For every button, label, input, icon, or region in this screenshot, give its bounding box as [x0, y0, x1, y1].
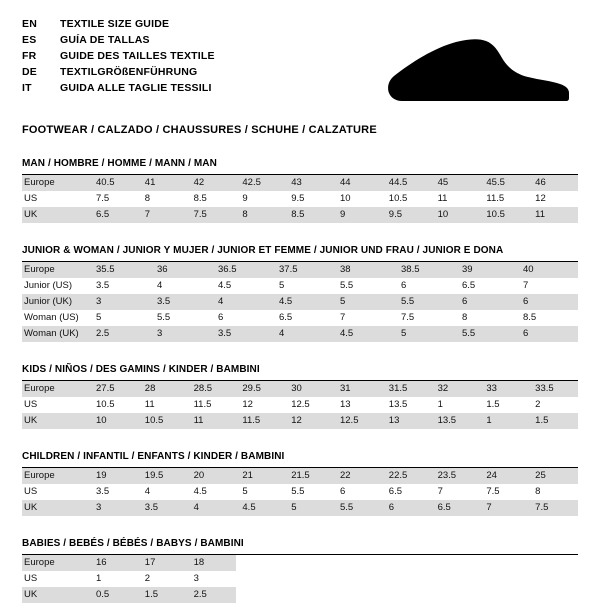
- size-cell: 3: [151, 326, 212, 342]
- size-cell: 10.5: [480, 207, 529, 223]
- size-cell: 7: [523, 280, 529, 291]
- table-row: [22, 571, 578, 587]
- size-cell: 5: [334, 294, 395, 310]
- size-cell: 46: [529, 175, 578, 191]
- size-cell: 10: [339, 193, 351, 204]
- row-label: Junior (UK): [22, 294, 90, 310]
- language-row: [22, 82, 215, 98]
- language-row: [22, 18, 215, 34]
- size-cell: 7: [480, 500, 529, 516]
- section-title: JUNIOR & WOMAN / JUNIOR Y MUJER / JUNIOR ET FEMME / JUNIOR UND FRAU / JUNIOR E DONA: [22, 245, 578, 262]
- size-table: [22, 262, 578, 342]
- section-title: MAN / HOMBRE / HOMME / MANN / MAN: [22, 158, 578, 175]
- table-row: [22, 468, 578, 484]
- size-cell: 10.5: [388, 193, 408, 204]
- row-label: US: [24, 486, 38, 497]
- size-cell: 44.5: [383, 175, 432, 191]
- size-cell: 19: [90, 468, 139, 484]
- size-cell: 13.5: [432, 413, 481, 429]
- size-cell: 5.5: [291, 486, 305, 497]
- size-cell: 6.5: [279, 312, 293, 323]
- size-section: [22, 538, 578, 603]
- size-cell: 6.5: [432, 500, 481, 516]
- table-row: [22, 555, 578, 571]
- size-cell: 3: [90, 500, 139, 516]
- language-code: EN: [22, 18, 37, 30]
- size-cell: 6: [401, 280, 407, 291]
- size-cell: 19.5: [139, 468, 188, 484]
- size-cell: 45.5: [480, 175, 529, 191]
- table-row: [22, 207, 578, 223]
- size-cell: 3.5: [96, 486, 110, 497]
- size-cell: 7.5: [401, 312, 415, 323]
- size-cell: 25: [529, 468, 578, 484]
- size-cell: 8.5: [285, 207, 334, 223]
- size-cell: 12: [535, 193, 546, 204]
- row-label: Woman (UK): [22, 326, 90, 342]
- size-cell: 1: [96, 573, 102, 584]
- size-cell: 5.5: [456, 326, 517, 342]
- row-label: Europe: [22, 468, 90, 484]
- size-cell: 13.5: [388, 399, 408, 410]
- size-cell: 27.5: [90, 381, 139, 397]
- size-cell: 6: [218, 312, 224, 323]
- size-cell: [236, 555, 285, 571]
- row-label: US: [24, 399, 38, 410]
- language-title-list: [22, 18, 215, 98]
- size-cell: 5: [242, 486, 248, 497]
- language-code: IT: [22, 82, 32, 94]
- size-cell: 12: [242, 399, 253, 410]
- size-cell: [529, 555, 578, 571]
- size-cell: 1.5: [486, 399, 500, 410]
- size-cell: 11: [437, 193, 448, 204]
- table-row: [22, 484, 578, 500]
- size-cell: 8.5: [193, 193, 207, 204]
- size-cell: 5.5: [334, 500, 383, 516]
- dress-shoe-icon: [372, 32, 572, 112]
- size-cell: 42.5: [236, 175, 285, 191]
- size-cell: 4: [212, 294, 273, 310]
- size-cell: 18: [188, 555, 237, 571]
- size-cell: 23.5: [432, 468, 481, 484]
- size-cell: [529, 587, 578, 603]
- language-code: FR: [22, 50, 37, 62]
- size-cell: 7: [340, 312, 346, 323]
- size-cell: 5.5: [395, 294, 456, 310]
- size-cell: 21.5: [285, 468, 334, 484]
- size-cell: 7.5: [486, 486, 500, 497]
- language-row: [22, 66, 215, 82]
- size-cell: [383, 587, 432, 603]
- size-cell: 21: [236, 468, 285, 484]
- size-cell: 12: [285, 413, 334, 429]
- size-cell: 3: [90, 294, 151, 310]
- size-cell: [334, 571, 383, 587]
- size-cell: [285, 571, 334, 587]
- row-label: Europe: [22, 262, 90, 278]
- size-cell: 4.5: [334, 326, 395, 342]
- table-row: [22, 500, 578, 516]
- size-cell: 7: [139, 207, 188, 223]
- section-title: BABIES / BEBÉS / BÉBÉS / BABYS / BAMBINI: [22, 538, 578, 555]
- size-cell: 7.5: [96, 193, 110, 204]
- section-title: KIDS / NIÑOS / DES GAMINS / KINDER / BAMBINI: [22, 364, 578, 381]
- size-cell: 1: [437, 399, 443, 410]
- size-cell: [480, 571, 529, 587]
- size-cell: [529, 571, 578, 587]
- size-table: [22, 468, 578, 516]
- size-cell: [334, 587, 383, 603]
- size-cell: 1.5: [139, 587, 188, 603]
- size-cell: 38.5: [395, 262, 456, 278]
- table-row: [22, 175, 578, 191]
- size-cell: 5: [395, 326, 456, 342]
- size-cell: 8: [535, 486, 541, 497]
- size-cell: 5: [285, 500, 334, 516]
- size-cell: 30: [285, 381, 334, 397]
- size-cell: 4.5: [218, 280, 232, 291]
- row-label: UK: [22, 413, 90, 429]
- language-title: GUÍA DE TALLAS: [60, 34, 150, 46]
- size-cell: 6: [339, 486, 346, 497]
- language-code: ES: [22, 34, 37, 46]
- size-cell: 4.5: [273, 294, 334, 310]
- row-label: Junior (US): [24, 280, 73, 291]
- size-cell: 4: [157, 280, 163, 291]
- footwear-heading: FOOTWEAR / CALZADO / CHAUSSURES / SCHUHE / CALZATURE: [22, 124, 377, 136]
- size-cell: 9: [334, 207, 383, 223]
- size-cell: 5.5: [157, 312, 171, 323]
- size-cell: 3.5: [139, 500, 188, 516]
- table-row: [22, 326, 578, 342]
- size-cell: [236, 587, 285, 603]
- size-cell: 3.5: [96, 280, 110, 291]
- size-cell: 24: [480, 468, 529, 484]
- row-label: UK: [22, 207, 90, 223]
- size-cell: 36: [151, 262, 212, 278]
- size-cell: 29.5: [236, 381, 285, 397]
- size-cell: 4: [144, 486, 151, 497]
- size-cell: 8: [236, 207, 285, 223]
- size-cell: 40: [517, 262, 578, 278]
- size-cell: 11.5: [193, 399, 212, 410]
- size-cell: 6: [383, 500, 432, 516]
- size-cell: [383, 571, 432, 587]
- size-cell: 8.5: [523, 312, 537, 323]
- size-cell: 13: [383, 413, 432, 429]
- size-cell: 6.5: [462, 280, 476, 291]
- size-cell: 32: [432, 381, 481, 397]
- size-cell: 5.5: [340, 280, 354, 291]
- section-title: CHILDREN / INFANTIL / ENFANTS / KINDER / BAMBINI: [22, 451, 578, 468]
- size-cell: 11: [144, 399, 155, 410]
- size-cell: 6.5: [90, 207, 139, 223]
- size-cell: 8: [144, 193, 151, 204]
- size-cell: 45: [432, 175, 481, 191]
- row-label: Europe: [22, 381, 90, 397]
- size-cell: [480, 555, 529, 571]
- size-cell: 17: [139, 555, 188, 571]
- size-cell: 35.5: [90, 262, 151, 278]
- size-cell: 10.5: [139, 413, 188, 429]
- language-title: GUIDA ALLE TAGLIE TESSILI: [60, 82, 212, 94]
- size-section: [22, 158, 578, 223]
- size-cell: 9.5: [383, 207, 432, 223]
- size-cell: 4.5: [236, 500, 285, 516]
- table-row: [22, 587, 578, 603]
- size-cell: 33: [480, 381, 529, 397]
- table-row: [22, 397, 578, 413]
- size-cell: 20: [188, 468, 237, 484]
- size-cell: 22.5: [383, 468, 432, 484]
- size-cell: 3.5: [151, 294, 212, 310]
- row-label: Woman (US): [24, 312, 79, 323]
- row-label: UK: [22, 587, 90, 603]
- size-cell: 16: [90, 555, 139, 571]
- table-row: [22, 262, 578, 278]
- size-cell: 10.5: [96, 399, 115, 410]
- size-cell: 10: [90, 413, 139, 429]
- size-cell: [334, 555, 383, 571]
- size-cell: 2.5: [188, 587, 237, 603]
- size-cell: 4: [188, 500, 237, 516]
- size-cell: 4: [273, 326, 334, 342]
- size-cell: 5: [96, 312, 102, 323]
- row-label: US: [24, 573, 38, 584]
- table-row: [22, 413, 578, 429]
- size-cell: 37.5: [273, 262, 334, 278]
- table-row: [22, 310, 578, 326]
- size-cell: [432, 571, 481, 587]
- size-cell: 11.5: [486, 193, 505, 204]
- size-cell: 7.5: [529, 500, 578, 516]
- table-row: [22, 191, 578, 207]
- size-cell: 40.5: [90, 175, 139, 191]
- language-row: [22, 50, 215, 66]
- size-table: [22, 555, 578, 603]
- size-cell: 4.5: [193, 486, 207, 497]
- size-cell: 7: [437, 486, 443, 497]
- size-cell: [480, 587, 529, 603]
- size-cell: 5: [279, 280, 285, 291]
- size-cell: 11.5: [236, 413, 285, 429]
- size-cell: 2: [535, 399, 541, 410]
- size-cell: [285, 587, 334, 603]
- size-cell: 6: [456, 294, 517, 310]
- size-cell: 13: [339, 399, 351, 410]
- size-section: [22, 364, 578, 429]
- size-cell: 6.5: [388, 486, 402, 497]
- size-cell: 2: [144, 573, 151, 584]
- document-header: [22, 18, 578, 114]
- size-cell: 28: [139, 381, 188, 397]
- size-cell: 11: [188, 413, 237, 429]
- size-cell: 1.5: [529, 413, 578, 429]
- size-cell: 22: [334, 468, 383, 484]
- size-table: [22, 381, 578, 429]
- row-label: US: [24, 193, 38, 204]
- size-cell: 36.5: [212, 262, 273, 278]
- size-cell: 6: [517, 326, 578, 342]
- size-cell: 12.5: [291, 399, 310, 410]
- row-label: Europe: [22, 175, 90, 191]
- size-cell: [383, 555, 432, 571]
- size-cell: 8: [462, 312, 468, 323]
- row-label: Europe: [22, 555, 90, 571]
- size-cell: 41: [139, 175, 188, 191]
- language-row: [22, 34, 215, 50]
- size-cell: 7.5: [188, 207, 237, 223]
- size-cell: 0.5: [90, 587, 139, 603]
- size-cell: 38: [334, 262, 395, 278]
- size-cell: 2.5: [90, 326, 151, 342]
- size-cell: 6: [517, 294, 578, 310]
- size-cell: 9: [242, 193, 248, 204]
- size-cell: [236, 571, 285, 587]
- size-cell: 43: [285, 175, 334, 191]
- table-row: [22, 294, 578, 310]
- size-cell: 11: [529, 207, 578, 223]
- language-title: TEXTILGRÖßENFÜHRUNG: [60, 66, 198, 78]
- size-section: [22, 245, 578, 342]
- size-sections: [22, 158, 578, 603]
- size-cell: [432, 555, 481, 571]
- size-cell: 39: [456, 262, 517, 278]
- size-cell: 31: [334, 381, 383, 397]
- language-code: DE: [22, 66, 37, 78]
- size-cell: 44: [334, 175, 383, 191]
- size-cell: 1: [480, 413, 529, 429]
- table-row: [22, 278, 578, 294]
- size-cell: [285, 555, 334, 571]
- size-cell: 3.5: [212, 326, 273, 342]
- size-cell: [432, 587, 481, 603]
- size-table: [22, 175, 578, 223]
- size-cell: 9.5: [291, 193, 305, 204]
- size-cell: 42: [188, 175, 237, 191]
- language-title: TEXTILE SIZE GUIDE: [60, 18, 170, 30]
- row-label: UK: [22, 500, 90, 516]
- size-cell: 31.5: [383, 381, 432, 397]
- language-title: GUIDE DES TAILLES TEXTILE: [60, 50, 215, 62]
- size-cell: 12.5: [334, 413, 383, 429]
- size-section: [22, 451, 578, 516]
- size-cell: 10: [432, 207, 481, 223]
- table-row: [22, 381, 578, 397]
- size-cell: 33.5: [529, 381, 578, 397]
- size-cell: 28.5: [188, 381, 237, 397]
- size-cell: 3: [193, 573, 199, 584]
